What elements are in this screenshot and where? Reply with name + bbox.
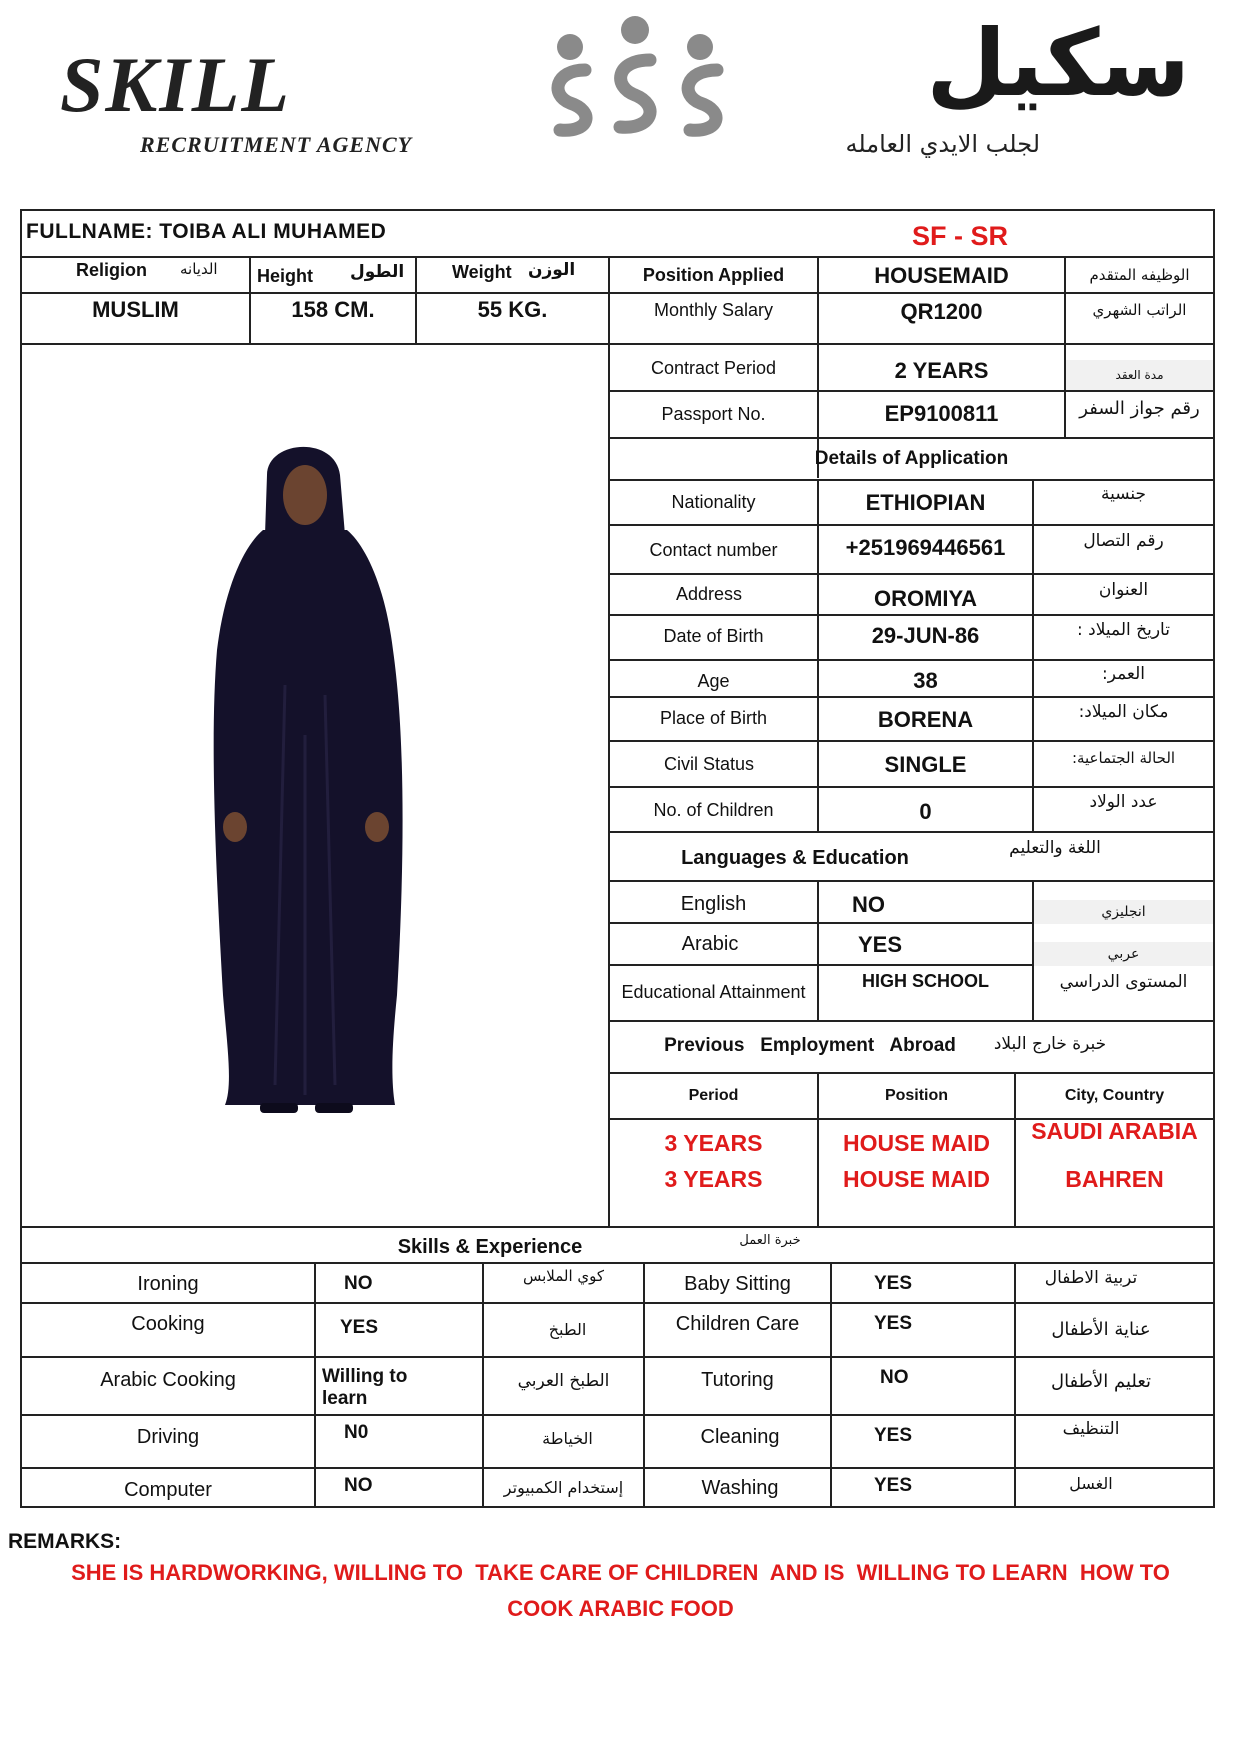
passport-value: EP9100811: [884, 401, 999, 426]
skill-cleaning-label: Cleaning: [700, 1425, 780, 1448]
skill-washing-label: Washing: [701, 1476, 779, 1499]
passport-ar: رقم جواز السفر: [1079, 397, 1200, 419]
religion-label: Religion: [76, 260, 147, 280]
skill-arabiccooking-label: Arabic Cooking: [100, 1368, 236, 1391]
civil-status-label: Civil Status: [663, 753, 755, 774]
position-applied-value: HOUSEMAID: [874, 263, 1009, 288]
weight-label-ar: الوزن: [528, 260, 576, 280]
religion-value: MUSLIM: [92, 297, 179, 322]
header: [0, 0, 1241, 180]
remarks-line-2: COOK ARABIC FOOD: [507, 1596, 734, 1621]
skill-childrencare-ar: عناية الأطفال: [1051, 1318, 1151, 1340]
skill-computer-label: Computer: [124, 1478, 212, 1501]
skill-cooking-label: Cooking: [131, 1312, 205, 1335]
skill-tutoring-label: Tutoring: [701, 1368, 774, 1391]
monthly-salary-value: QR1200: [900, 299, 983, 324]
skill-arabiccooking-ar: الطبخ العربي: [517, 1371, 610, 1391]
languages-title: Languages & Education: [681, 846, 909, 869]
brand-tagline: RECRUITMENT AGENCY: [140, 132, 413, 157]
brand-arabic-logo: سكيل: [926, 10, 1190, 117]
dob-ar: تاريخ الميلاد :: [1077, 620, 1170, 640]
people-logo-icon: [535, 15, 735, 140]
fullname: FULLNAME: TOIBA ALI MUHAMED: [26, 220, 387, 243]
height-value: 158 CM.: [291, 297, 375, 322]
place-of-birth-ar: مكان الميلاد:: [1078, 702, 1169, 722]
employment-header-period: Period: [688, 1087, 739, 1104]
age-ar: العمر:: [1101, 664, 1146, 684]
skill-cooking-ar: الطبخ: [548, 1319, 587, 1339]
skill-washing-value: YES: [874, 1475, 913, 1496]
employment-period-1: 3 YEARS: [664, 1129, 763, 1156]
employment-country-2: BAHREN: [1065, 1165, 1164, 1192]
address-ar: العنوان: [1098, 580, 1149, 600]
arabic-ar: عربي: [1034, 942, 1213, 966]
civil-status-value: SINGLE: [884, 752, 967, 777]
age-label: Age: [697, 670, 730, 691]
position-applied-ar: الوظيفه المتقدم: [1089, 266, 1190, 284]
skill-tutoring-value: NO: [880, 1367, 909, 1388]
applicant-code: SF - SR: [911, 220, 1008, 251]
contract-period-ar: مدة العقد: [1066, 360, 1213, 390]
details-title: Details of Application: [814, 448, 1009, 469]
address-label: Address: [675, 584, 743, 604]
dob-label: Date of Birth: [663, 625, 764, 646]
skill-cooking-value: YES: [340, 1317, 379, 1338]
skill-ironing-ar: كوي الملابس: [522, 1267, 605, 1285]
weight-value: 55 KG.: [477, 297, 548, 322]
arabic-value: YES: [858, 932, 903, 957]
position-applied-label: Position Applied: [642, 264, 785, 285]
skill-cleaning-value: YES: [874, 1425, 913, 1446]
skills-title-ar: خبرة العمل: [739, 1232, 801, 1248]
nationality-value: ETHIOPIAN: [865, 489, 986, 515]
skill-driving-label: Driving: [136, 1425, 200, 1448]
employment-position-2: HOUSE MAID: [843, 1165, 990, 1192]
english-label: English: [680, 892, 747, 915]
contact-label: Contact number: [649, 540, 778, 560]
employment-country-1: SAUDI ARABIA: [1031, 1117, 1198, 1144]
skill-babysitting-value: YES: [874, 1273, 913, 1294]
skill-ironing-label: Ironing: [137, 1272, 199, 1295]
children-value: 0: [919, 799, 932, 824]
monthly-salary-label: Monthly Salary: [653, 299, 774, 320]
children-ar: عدد الولاد: [1089, 792, 1158, 812]
civil-status-ar: الحالة الجتماعية:: [1071, 749, 1176, 767]
place-of-birth-value: BORENA: [877, 707, 974, 732]
contact-value: +251969446561: [845, 535, 1006, 560]
skill-tutoring-ar: تعليم الأطفال: [1050, 1370, 1152, 1392]
education-label: Educational Attainment: [621, 981, 806, 1002]
employment-position-1: HOUSE MAID: [843, 1129, 990, 1156]
skills-title: Skills & Experience: [397, 1235, 583, 1258]
brand-logo-text: SKILL: [60, 41, 292, 128]
employment-header-position: Position: [884, 1087, 949, 1104]
children-label: No. of Children: [653, 799, 774, 820]
languages-title-ar: اللغة والتعليم: [1009, 838, 1101, 858]
contact-ar: رقم التصال: [1083, 531, 1164, 551]
contract-period-value: 2 YEARS: [894, 358, 989, 383]
skill-computer-ar: إستخدام الكمبيوتر: [503, 1477, 624, 1497]
nationality-label: Nationality: [671, 492, 756, 512]
employment-title-ar: خبرة خارج البلاد: [993, 1034, 1107, 1054]
skill-babysitting-ar: تربية الاطفال: [1044, 1268, 1138, 1288]
monthly-salary-ar: الراتب الشهري: [1092, 301, 1187, 319]
english-value: NO: [852, 892, 885, 917]
skill-arabiccooking-value: Willing to learn: [322, 1366, 408, 1409]
weight-label: Weight: [452, 262, 512, 282]
remarks-line-1: SHE IS HARDWORKING, WILLING TO TAKE CARE OF CHILDREN AND IS WILLING TO LEARN HOW TO: [71, 1560, 1170, 1585]
skill-babysitting-label: Baby Sitting: [684, 1272, 791, 1295]
employment-header-country: City, Country: [1064, 1087, 1165, 1104]
skill-driving-ar: الخياطة: [542, 1428, 593, 1448]
employment-title: Previous Employment Abroad: [664, 1035, 956, 1056]
skill-cleaning-ar: التنظيف: [1062, 1419, 1120, 1439]
skill-childrencare-label: Children Care: [675, 1312, 800, 1335]
religion-label-ar: الديانه: [180, 260, 218, 278]
passport-label: Passport No.: [661, 403, 766, 424]
skill-ironing-value: NO: [344, 1273, 373, 1294]
remarks-label: REMARKS:: [8, 1530, 122, 1553]
height-label-ar: الطول: [350, 262, 405, 282]
applicant-photo: [205, 435, 415, 1125]
education-ar: المستوى الدراسي: [1059, 972, 1188, 992]
height-label: Height: [257, 266, 313, 286]
skill-childrencare-value: YES: [874, 1313, 913, 1334]
address-value: OROMIYA: [873, 586, 978, 611]
dob-value: 29-JUN-86: [871, 623, 980, 648]
age-value: 38: [913, 668, 938, 693]
brand-arabic-tagline: لجلب الايدي العامله: [845, 130, 1040, 158]
skill-washing-ar: الغسل: [1069, 1473, 1113, 1493]
place-of-birth-label: Place of Birth: [659, 707, 768, 728]
contract-period-label: Contract Period: [650, 357, 777, 378]
skill-driving-value: N0: [344, 1422, 369, 1443]
nationality-ar: جنسية: [1100, 484, 1147, 504]
skill-computer-value: NO: [344, 1475, 373, 1496]
employment-period-2: 3 YEARS: [664, 1165, 763, 1192]
arabic-label: Arabic: [681, 932, 739, 955]
english-ar: انجليزي: [1034, 900, 1213, 924]
education-value: HIGH SCHOOL: [861, 970, 989, 991]
